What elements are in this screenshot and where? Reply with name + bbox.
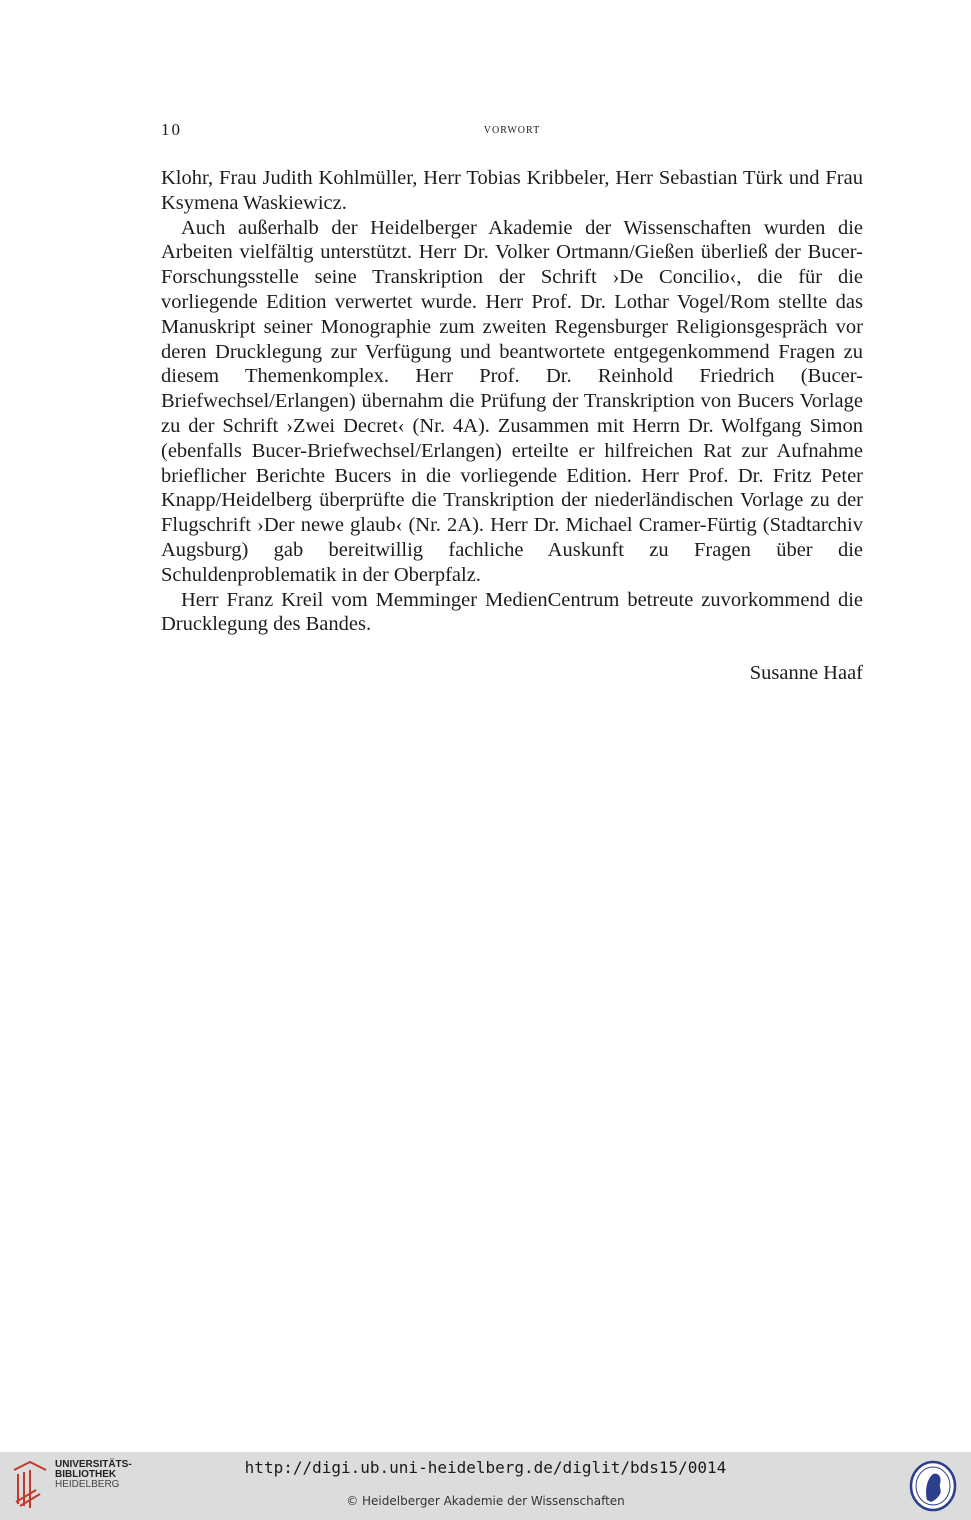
paragraph: Herr Franz Kreil vom Memminger MedienCentrum betreute zuvorkommend die Drucklegung des Bandes.: [161, 588, 863, 636]
body-text: [161, 166, 863, 637]
logo-text-line: HEIDELBERG: [55, 1479, 120, 1490]
running-header: [161, 118, 863, 142]
permalink-url[interactable]: http://digi.ub.uni-heidelberg.de/diglit/bds15/0014: [244, 1458, 727, 1477]
copyright-notice: © Heidelberger Akademie der Wissenschaften: [346, 1494, 625, 1508]
paragraph: Auch außerhalb der Heidelberger Akademie der Wissenschaften wurden die Arbeiten vielfältig unterstützt. Herr Dr. Volker Ortmann/Gießen überließ der Bucer-Forschungsstelle seine Transkription der Schrift ›De Concilio‹, die für die vorliegende Edition verwertet wurde. Herr Prof. Dr. Lothar Vogel/Rom stellte das Manuskript seiner Monographie zum zweiten Regensburger Religionsgespräch vor deren Drucklegung zur Verfügung und beantwortete entgegenkommend Fragen zu diesem Themenkomplex. Herr Prof. Dr. Reinhold Friedrich (Bucer-Briefwechsel/Erlangen) übernahm die Prüfung der Transkription von Bucers Vorlage zu der Schrift ›Zwei Decret‹ (Nr. 4A). Zusammen mit Herrn Dr. Wolfgang Simon (ebenfalls Bucer-Briefwechsel/Erlangen) erteilte er hilfreichen Rat zur Aufnahme brieflicher Berichte Bucers in die vorliegende Edition. Herr Prof. Dr. Fritz Peter Knapp/Heidelberg überprüfte die Transkription der niederländischen Vorlage zu der Flugschrift ›Der newe glaub‹ (Nr. 2A). Herr Dr. Michael Cramer-Fürtig (Stadtarchiv Augsburg) gab bereitwillig fachliche Auskunft zu Fragen über die Schuldenproblematik in der Oberpfalz.: [161, 216, 863, 586]
page-number: 10: [161, 120, 182, 139]
signature: Susanne Haaf: [749, 662, 863, 684]
academy-seal-icon: [909, 1460, 957, 1512]
footer-bar: [0, 1452, 971, 1520]
running-head-title: vorwort: [483, 122, 541, 137]
paragraph: Klohr, Frau Judith Kohlmüller, Herr Tobias Kribbeler, Herr Sebastian Türk und Frau Ksymena Waskiewicz.: [161, 167, 863, 214]
logo-text-line: UNIVERSITÄTS-: [55, 1459, 132, 1470]
logo-text-line: BIBLIOTHEK: [55, 1469, 117, 1480]
